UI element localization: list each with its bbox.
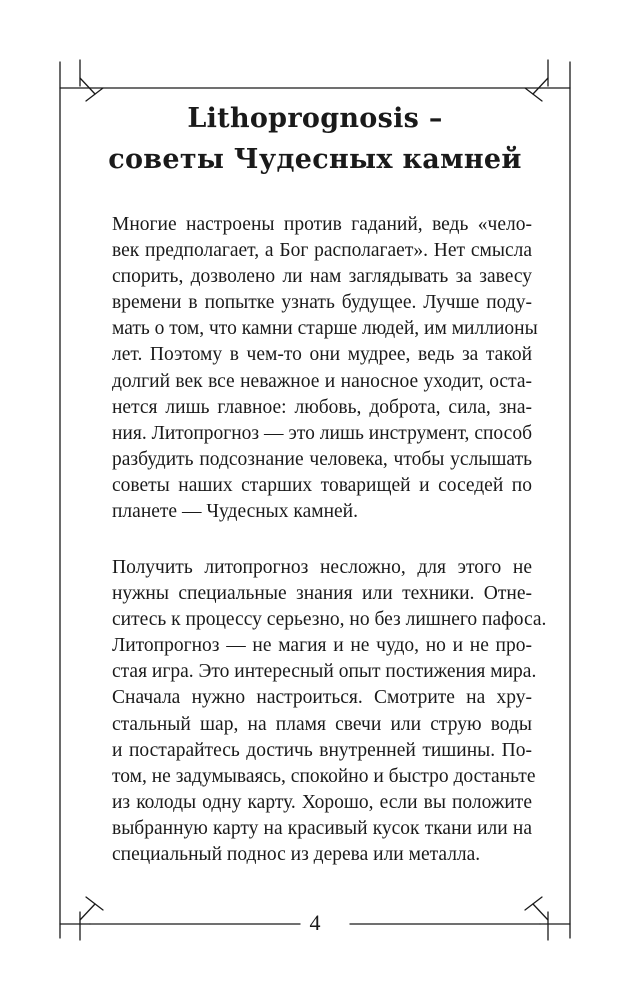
page-title (60, 98, 570, 180)
page-title-line-1: Lithoprognosis – (187, 103, 443, 134)
text-line: нужны специальные знания или техники. Отне- (112, 583, 532, 605)
text-line: специальный поднос из дерева или металла. (112, 844, 481, 866)
text-line: том, не задумываясь, спокойно и быстро достаньте (112, 765, 536, 787)
page-number: 4 (309, 910, 321, 935)
text-line: времени в попытке узнать будущее. Лучше поду- (112, 292, 532, 314)
text-line: ния. Литопрогноз — это лишь инструмент, способ (112, 422, 532, 444)
text-line: планете — Чудесных камней. (112, 501, 358, 523)
text-line: стальный шар, на пламя свечи или струю воды (112, 713, 532, 735)
text-line: спорить, дозволено ли нам заглядывать за завесу (112, 266, 532, 288)
text-line: нется лишь главное: любовь, доброта, сила, зна- (112, 396, 532, 418)
text-line: из колоды одну карту. Хорошо, если вы положите (112, 791, 532, 813)
text-line: советы наших старших товарищей и соседей по (112, 474, 532, 496)
text-line: Сначала нужно настроиться. Смотрите на хру- (112, 687, 532, 709)
text-line: лет. Поэтому в чем-то они мудрее, ведь за такой (112, 344, 532, 366)
text-line: мать о том, что камни старше людей, им миллионы (112, 318, 538, 340)
body-paragraph-2 (112, 555, 547, 868)
page-title-line-2: советы Чудесных камней (108, 144, 522, 175)
text-line: и постарайтесь достичь внутренней тишины. По- (112, 739, 532, 761)
text-line: век предполагает, а Бог располагает». Нет смысла (112, 240, 532, 262)
text-line: долгий век все неважное и наносное уходит, оста- (112, 370, 532, 392)
text-line: стая игра. Это интересный опыт постижения мира. (112, 661, 537, 683)
text-line: Получить литопрогноз несложно, для этого не (112, 557, 532, 578)
text-line: выбранную карту на красивый кусок ткани или на (112, 817, 532, 839)
text-line: ситесь к процессу серьезно, но без лишнего пафоса. (112, 609, 547, 631)
text-line: Литопрогноз — не магия и не чудо, но и не про- (112, 635, 532, 657)
text-line: разбудить подсознание человека, чтобы услышать (112, 448, 532, 470)
text-line: Многие настроены против гаданий, ведь «чело- (112, 214, 532, 235)
body-paragraph-1 (112, 212, 538, 525)
